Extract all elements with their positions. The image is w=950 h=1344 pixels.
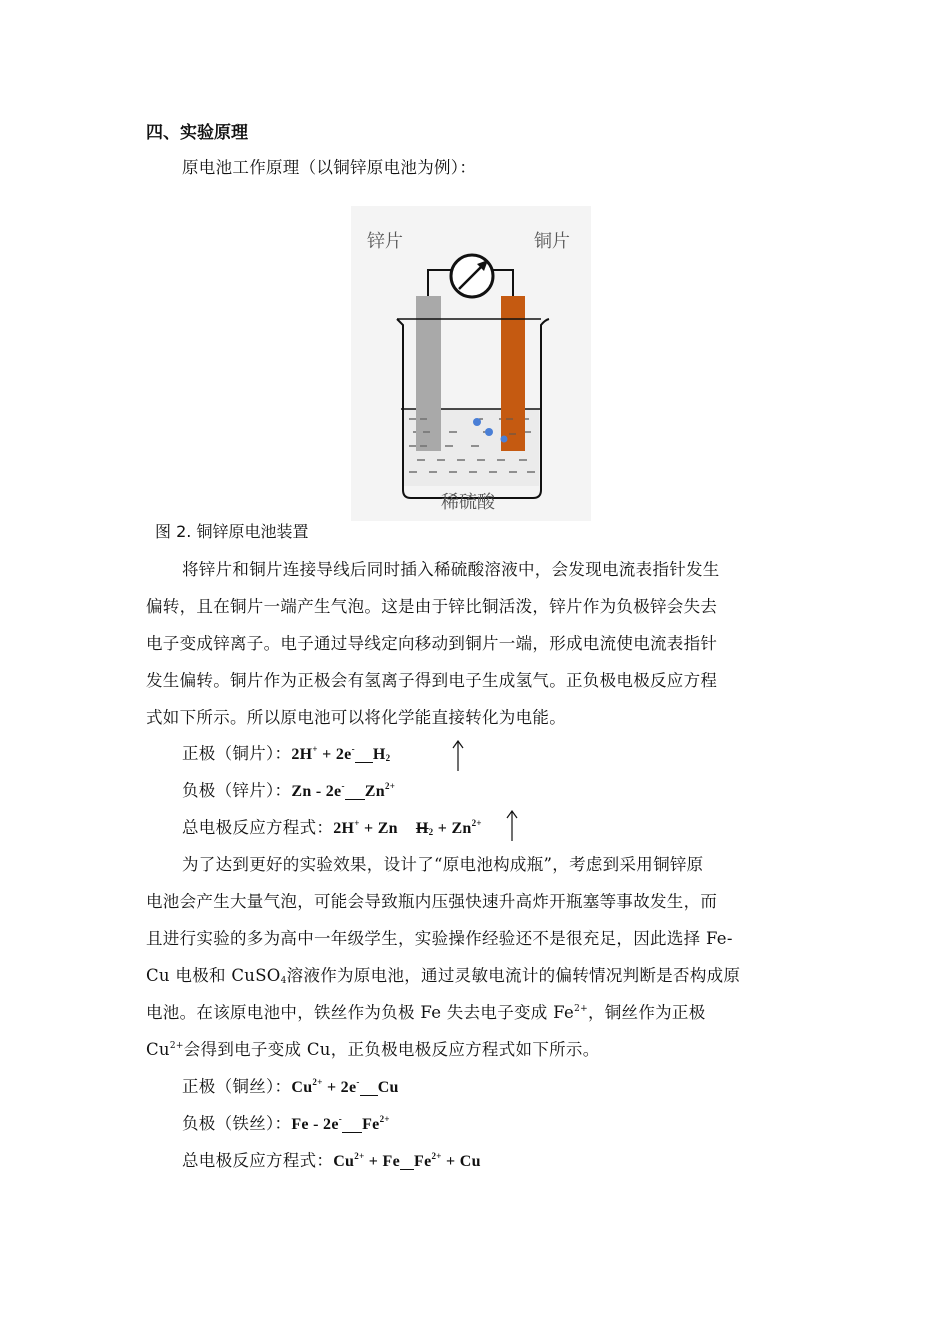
para1-line3: 电子变成锌离子。电子通过导线定向移动到铜片一端，形成电流使电流表指针 <box>146 634 718 653</box>
galvanic-cell-figure <box>351 206 591 521</box>
equation-overall-iron-copper: 总电极反应方程式：$Cu^{2+} + Fe$ $Fe^{2+} + Cu$ <box>182 1151 481 1170</box>
para2-line4: Cu 电极和 CuSO$_4$溶液作为原电池，通过灵敏电流计的偏转情况判断是否构成原 <box>146 966 741 986</box>
equation-cathode-copper: 正极（铜片）：2H+ + 2e- $H_2$ <box>182 744 391 763</box>
galvanic-cell-diagram <box>351 206 591 521</box>
bubble <box>501 436 508 443</box>
para1-line4: 发生偏转。铜片作为正极会有氢离子得到电子生成氢气。正负极电极反应方程 <box>146 671 718 690</box>
solution-label: 稀硫酸 <box>441 492 495 513</box>
figure-caption: 图 2. 铜锌原电池装置 <box>155 522 309 541</box>
para2-line3: 且进行实验的多为高中一年级学生，实验操作经验还不是很充足，因此选择 Fe- <box>146 929 733 948</box>
para1-line5: 式如下所示。所以原电池可以将化学能直接转化为电能。 <box>146 708 566 727</box>
para1-line2: 偏转，且在铜片一端产生气泡。这是由于锌比铜活泼，锌片作为负极锌会失去 <box>146 597 718 616</box>
para1-line1: 将锌片和铜片连接导线后同时插入稀硫酸溶液中，会发现电流表指针发生 <box>182 560 720 579</box>
para2-line2: 电池会产生大量气泡，可能会导致瓶内压强快速升高炸开瓶塞等事故发生，而 <box>146 892 718 911</box>
para2-line6: $Cu^{2+}$会得到电子变成 Cu，正负极电极反应方程式如下所示。 <box>146 1040 600 1059</box>
bubble <box>485 428 493 436</box>
left-wire <box>428 270 451 296</box>
right-wire <box>493 270 513 296</box>
equation-anode-iron-wire: 负极（铁丝）：Fe - 2e- $Fe^{2+}$ <box>182 1114 390 1133</box>
copper-label: 铜片 <box>534 231 570 252</box>
zinc-label: 锌片 <box>367 231 403 252</box>
gas-arrow-icon <box>506 810 518 842</box>
equation-anode-zinc: 负极（锌片）：Zn - 2e- $Zn^{2+}$ <box>182 781 396 800</box>
equation-cathode-copper-wire: 正极（铜丝）：$Cu^{2+} + 2e^-$ Cu <box>182 1077 399 1096</box>
para2-line1: 为了达到更好的实验效果，设计了“原电池构成瓶”，考虑到采用铜锌原 <box>182 855 704 874</box>
equation-overall-zinc-copper: 总电极反应方程式：2H+ + Zn $H_2 + Zn^{2+}$ <box>182 818 482 837</box>
intro-text: 原电池工作原理（以铜锌原电池为例）： <box>182 158 477 177</box>
section-heading: 四、实验原理 <box>146 123 248 143</box>
bubble <box>473 418 481 426</box>
gas-arrow-icon <box>452 740 464 772</box>
para2-line5: 电池。在该原电池中，铁丝作为负极 Fe 失去电子变成 $Fe^{2+}$，铜丝作为正极 <box>146 1003 706 1022</box>
